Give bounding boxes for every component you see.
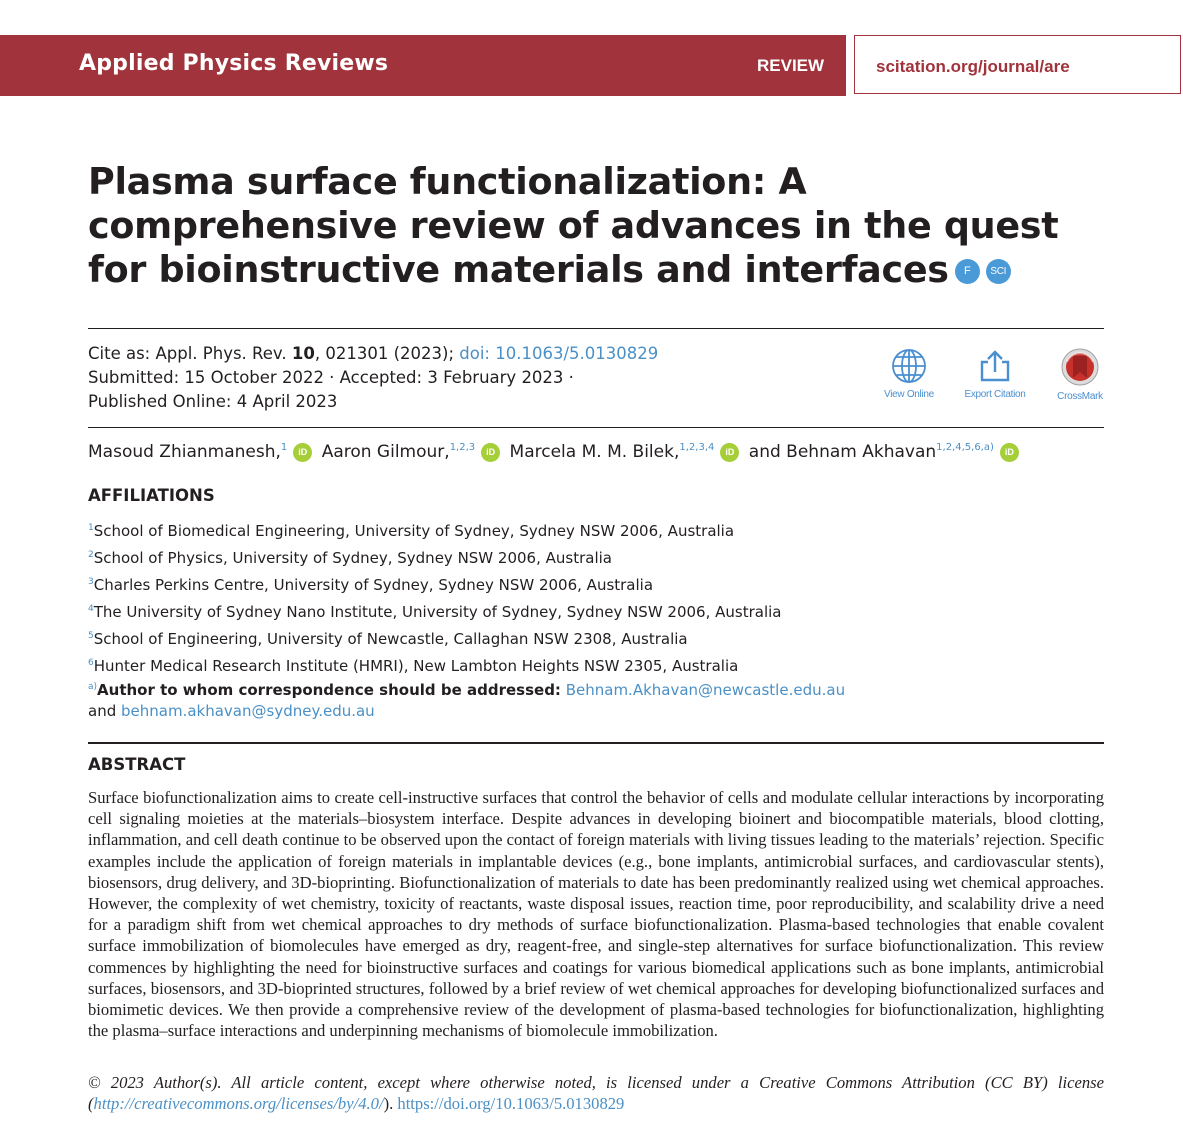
author-list xyxy=(88,442,1023,462)
cite-prefix: Cite as: Appl. Phys. Rev. xyxy=(88,344,292,363)
correspondence-marker: a) xyxy=(88,682,98,692)
published-line: Published Online: 4 April 2023 xyxy=(88,392,338,411)
scilight-badge-icon[interactable]: SCI xyxy=(986,259,1011,284)
orcid-icon[interactable]: iD xyxy=(1000,443,1019,462)
license-text: © 2023 Author(s). All article content, except where otherwise noted, is licensed under a Creative Commons Attribution (CC BY) license ( xyxy=(88,1073,1104,1113)
affiliation-text: Hunter Medical Research Institute (HMRI), New Lambton Heights NSW 2305, Australia xyxy=(93,657,739,675)
cc-license-link[interactable]: http://creativecommons.org/licenses/by/4.0/ xyxy=(93,1094,384,1113)
author-affiliation-sup: 1,2,3 xyxy=(449,442,476,453)
abstract-heading: ABSTRACT xyxy=(88,755,186,774)
export-citation-label: Export Citation xyxy=(964,389,1026,400)
abstract-text: Surface biofunctionalization aims to create cell-instructive surfaces that control the behavior of cells and modulate cellular interactions by incorporating cell signaling moieties at the materials–biosystem interface. Despite advances in developing bioinert and biocompatible materials, blood clotting, inflammation, and cell death continue to be observed upon the contact of foreign materials with living tissues leading to the materials’ rejection. Specific examples include the application of foreign materials in implantable devices (e.g., bone implants, antimicrobial surfaces, and cardiovascular stents), biosensors, drug delivery, and 3D-bioprinting. Biofunctionalization of materials to date has been predominantly realized using wet chemical approaches. However, the complexity of wet chemistry, toxicity of reactants, waste disposal issues, reaction time, poor reproducibility, and scalability drive a need for a paradigm shift from wet chemical approaches to dry methods of surface biofunctionalization. Plasma-based technologies that enable covalent surface immobilization of biomolecules have emerged as dry, reagent-free, and single-step alternatives for surface biofunctionalization. This review commences by highlighting the need for bioinstructive surfaces and coatings for various biomedical applications such as bone implants, antimicrobial surfaces, biosensors, and 3D-bioprinted structures, followed by a brief review of wet chemical approaches for developing biofunctionalized surfaces and biomimetic devices. We then provide a comprehensive review of the development of plasma-based technologies for biofunctionalization, highlighting the plasma–surface interactions and underpinning mechanisms of biomolecule immobilization. xyxy=(88,788,1104,1041)
crossmark-icon xyxy=(1061,348,1099,386)
affiliation-number: 1 xyxy=(88,523,94,533)
journal-url-link[interactable]: scitation.org/journal/are xyxy=(876,57,1070,76)
doi-url-link[interactable]: https://doi.org/10.1063/5.0130829 xyxy=(397,1094,625,1113)
affiliation-number: 2 xyxy=(88,550,94,560)
divider-abstract xyxy=(88,742,1104,744)
orcid-icon[interactable]: iD xyxy=(293,443,312,462)
author-affiliation-sup: 1,2,3,4 xyxy=(679,442,715,453)
crossmark-label: CrossMark xyxy=(1057,391,1103,402)
featured-badge-icon[interactable]: F xyxy=(955,259,980,284)
affiliation-number: 5 xyxy=(88,631,94,641)
affiliation-text: School of Physics, University of Sydney, Sydney NSW 2006, Australia xyxy=(93,549,612,567)
author-affiliation-sup: 1,2,4,5,6,a) xyxy=(936,442,994,453)
affiliation-item xyxy=(88,543,782,570)
affiliation-number: 6 xyxy=(88,658,94,668)
cite-as-line xyxy=(88,344,658,363)
affiliation-text: The University of Sydney Nano Institute, University of Sydney, Sydney NSW 2006, Australia xyxy=(93,603,782,621)
affiliation-item xyxy=(88,516,782,543)
crossmark-button[interactable] xyxy=(1054,348,1106,402)
cite-pages: , 021301 (2023); xyxy=(314,344,460,363)
license-close: ). xyxy=(383,1094,398,1113)
article-title-text: Plasma surface functionalization: A comprehensive review of advances in the quest for bioinstructive materials and interfaces xyxy=(88,160,1059,291)
divider-top xyxy=(88,328,1104,329)
correspondence-note xyxy=(88,677,845,722)
doi-link[interactable]: doi: 10.1063/5.0130829 xyxy=(459,344,659,363)
export-citation-button[interactable] xyxy=(962,348,1028,400)
affiliation-item xyxy=(88,597,782,624)
orcid-icon[interactable]: iD xyxy=(481,443,500,462)
correspondence-label: Author to whom correspondence should be addressed: xyxy=(97,681,561,699)
author-name[interactable]: Masoud Zhianmanesh, xyxy=(88,442,281,462)
affiliation-text: School of Biomedical Engineering, University of Sydney, Sydney NSW 2006, Australia xyxy=(93,522,735,540)
divider-authors xyxy=(88,427,1104,428)
email-link-newcastle[interactable]: Behnam.Akhavan@newcastle.edu.au xyxy=(565,681,846,699)
view-online-button[interactable] xyxy=(880,348,938,400)
globe-icon xyxy=(891,348,927,384)
affiliations-heading: AFFILIATIONS xyxy=(88,486,215,505)
email-link-sydney[interactable]: behnam.akhavan@sydney.edu.au xyxy=(121,702,375,720)
author-name[interactable]: Behnam Akhavan xyxy=(786,442,937,462)
license-statement xyxy=(88,1072,1104,1114)
affiliation-item xyxy=(88,651,782,678)
orcid-icon[interactable]: iD xyxy=(720,443,739,462)
article-title xyxy=(88,160,1118,292)
author-name[interactable]: Marcela M. M. Bilek, xyxy=(509,442,680,462)
correspondence-and: and xyxy=(88,702,117,720)
affiliation-text: Charles Perkins Centre, University of Sydney, Sydney NSW 2006, Australia xyxy=(93,576,654,594)
author-affiliation-sup: 1 xyxy=(280,442,288,453)
view-online-label: View Online xyxy=(884,389,934,400)
author-name[interactable]: Aaron Gilmour, xyxy=(321,442,450,462)
cite-volume: 10 xyxy=(291,344,315,363)
journal-name[interactable]: Applied Physics Reviews xyxy=(79,51,389,76)
article-type-label: REVIEW xyxy=(757,56,825,75)
author-conjunction: and xyxy=(748,442,787,462)
export-icon xyxy=(977,348,1013,384)
affiliation-item xyxy=(88,624,782,651)
affiliations-list xyxy=(88,516,782,678)
affiliation-number: 3 xyxy=(88,577,94,587)
affiliation-text: School of Engineering, University of Newcastle, Callaghan NSW 2308, Australia xyxy=(93,630,688,648)
affiliation-number: 4 xyxy=(88,604,94,614)
submitted-line: Submitted: 15 October 2022 · Accepted: 3 February 2023 · xyxy=(88,368,574,387)
affiliation-item xyxy=(88,570,782,597)
